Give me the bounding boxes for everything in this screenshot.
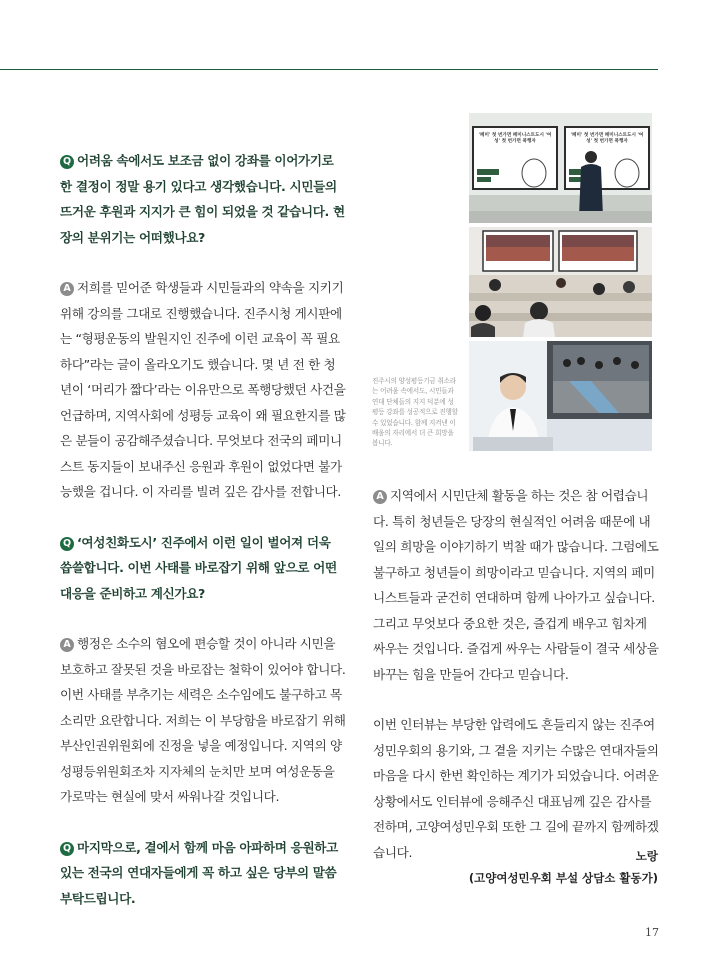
question-2 [60, 530, 346, 607]
answer-3-text: 지역에서 시민단체 활동을 하는 것은 참 어렵습니다. 특히 청년들은 당장의 현실적인 어려움 때문에 내일의 희망을 이야기하기 벅찰 때가 많습니다. 그럼에도 불구하고 청년들이 희망이라고 믿습니다. 지역의 페미니스트들과 굳건히 연대하며 함께 나아가고 싶습니다. 그리고 무엇보다 중요한 것은, 즐겁게 배우고 힘차게 싸우는 것입니다. 즐겁게 싸우는 사람들이 결국 세상을 바꾸는 힘을 만들어 간다고 믿습니다. [373, 488, 659, 682]
answer-3 [373, 483, 659, 687]
answer-2-text: 행정은 소수의 혐오에 편승할 것이 아니라 시민을 보호하고 잘못된 것을 바로잡는 철학이 있어야 합니다. 이번 사태를 부추기는 세력은 소수임에도 불구하고 목소리만 요란합니다. 저희는 이 부당함을 바로잡기 위해 부산인권위원회에 진정을 넣을 예정입니다. 지역의 양성평등위원회조차 지자체의 눈치만 보며 여성운동을 가로막는 현실에 맞서 싸워나갈 것입니다. [60, 636, 346, 804]
question-3-text: 마지막으로, 곁에서 함께 마음 아파하며 응원하고 있는 전국의 연대자들에게 꼭 하고 싶은 당부의 말씀 부탁드립니다. [60, 839, 338, 906]
question-3 [60, 835, 346, 912]
lecture-photo-illustration [469, 113, 652, 223]
answer-1-text: 저희를 믿어준 학생들과 시민들과의 약속을 지키기 위해 강의를 그대로 진행했습니다. 진주시청 게시판에는 “형평운동의 발원지인 진주에 이런 교육이 꼭 필요하다”라는 글이 올라오기도 했습니다. 몇 년 전 한 청년이 ‘머리가 짧다’라는 이유만으로 폭행당했던 사건을 언급하며, 지역사회에 성평등 교육이 왜 필요한지를 많은 분들이 공감해주셨습니다. 무엇보다 전국의 페미니스트 동지들이 보내주신 응원과 후원이 없었다면 불가능했을 겁니다. 이 자리를 빌려 깊은 감사를 전합니다. [60, 280, 346, 499]
closing-paragraph: 이번 인터뷰는 부당한 압력에도 흔들리지 않는 진주여성민우회의 용기와, 그 곁을 지키는 수많은 연대자들의 마음을 다시 한번 확인하는 계기가 되었습니다. 어려운 상황에서도 인터뷰에 응해주신 대표님께 깊은 감사를 전하며, 고양여성민우회 또한 그 길에 끝까지 함께하겠습니다. [373, 717, 659, 860]
signature-affiliation: (고양여성민우회 부설 상담소 활동가) [468, 871, 658, 885]
left-column [60, 148, 346, 911]
photo-classroom-audience [469, 227, 652, 337]
slide-text-left: '페미' 첫 번가면 페미니스트도시 '여성' 첫 번가면 폭행자 [478, 133, 552, 144]
speaker-photo-illustration [469, 341, 652, 451]
a-badge-icon: A [60, 282, 74, 296]
question-1-text: 어려움 속에서도 보조금 없이 강좌를 이어가기로 한 결정이 정말 용기 있다고 생각했습니다. 시민들의 뜨거운 후원과 지지가 큰 힘이 되었을 것 같습니다. 현장의 분위기는 어떠했나요? [60, 153, 345, 245]
photo-caption: 진주시의 양성평등기금 취소라는 어려움 속에서도, 시민들과 연대 단체들의 지지 덕분에 성평등 강좌를 성공적으로 진행할 수 있었습니다. 함께 지켜낸 이 배움의 자리에서 더 큰 희망을 봅니다. [372, 377, 458, 448]
question-1 [60, 148, 346, 250]
question-2-text: ‘여성친화도시’ 진주에서 이런 일이 벌어져 더욱 씁쓸합니다. 이번 사태를 바로잡기 위해 앞으로 어떤 대응을 준비하고 계신가요? [60, 534, 337, 601]
right-column [373, 483, 659, 865]
a-badge-icon: A [373, 490, 387, 504]
q-badge-icon: Q [60, 155, 74, 169]
answer-2 [60, 631, 346, 810]
page-number: 17 [645, 926, 659, 939]
signature-name: 노랑 [635, 849, 658, 863]
photo-speaker-closeup [469, 341, 652, 451]
photo-lecture-presenter [469, 113, 652, 223]
signature [469, 845, 658, 889]
slide-text-right: '페미' 첫 번가면 페미니스트도시 '여성' 첫 번가면 폭행자 [570, 133, 644, 144]
a-badge-icon: A [60, 638, 74, 652]
q-badge-icon: Q [60, 842, 74, 856]
answer-1 [60, 275, 346, 505]
classroom-photo-illustration [469, 227, 652, 337]
q-badge-icon: Q [60, 537, 74, 551]
header-rule [0, 69, 658, 70]
